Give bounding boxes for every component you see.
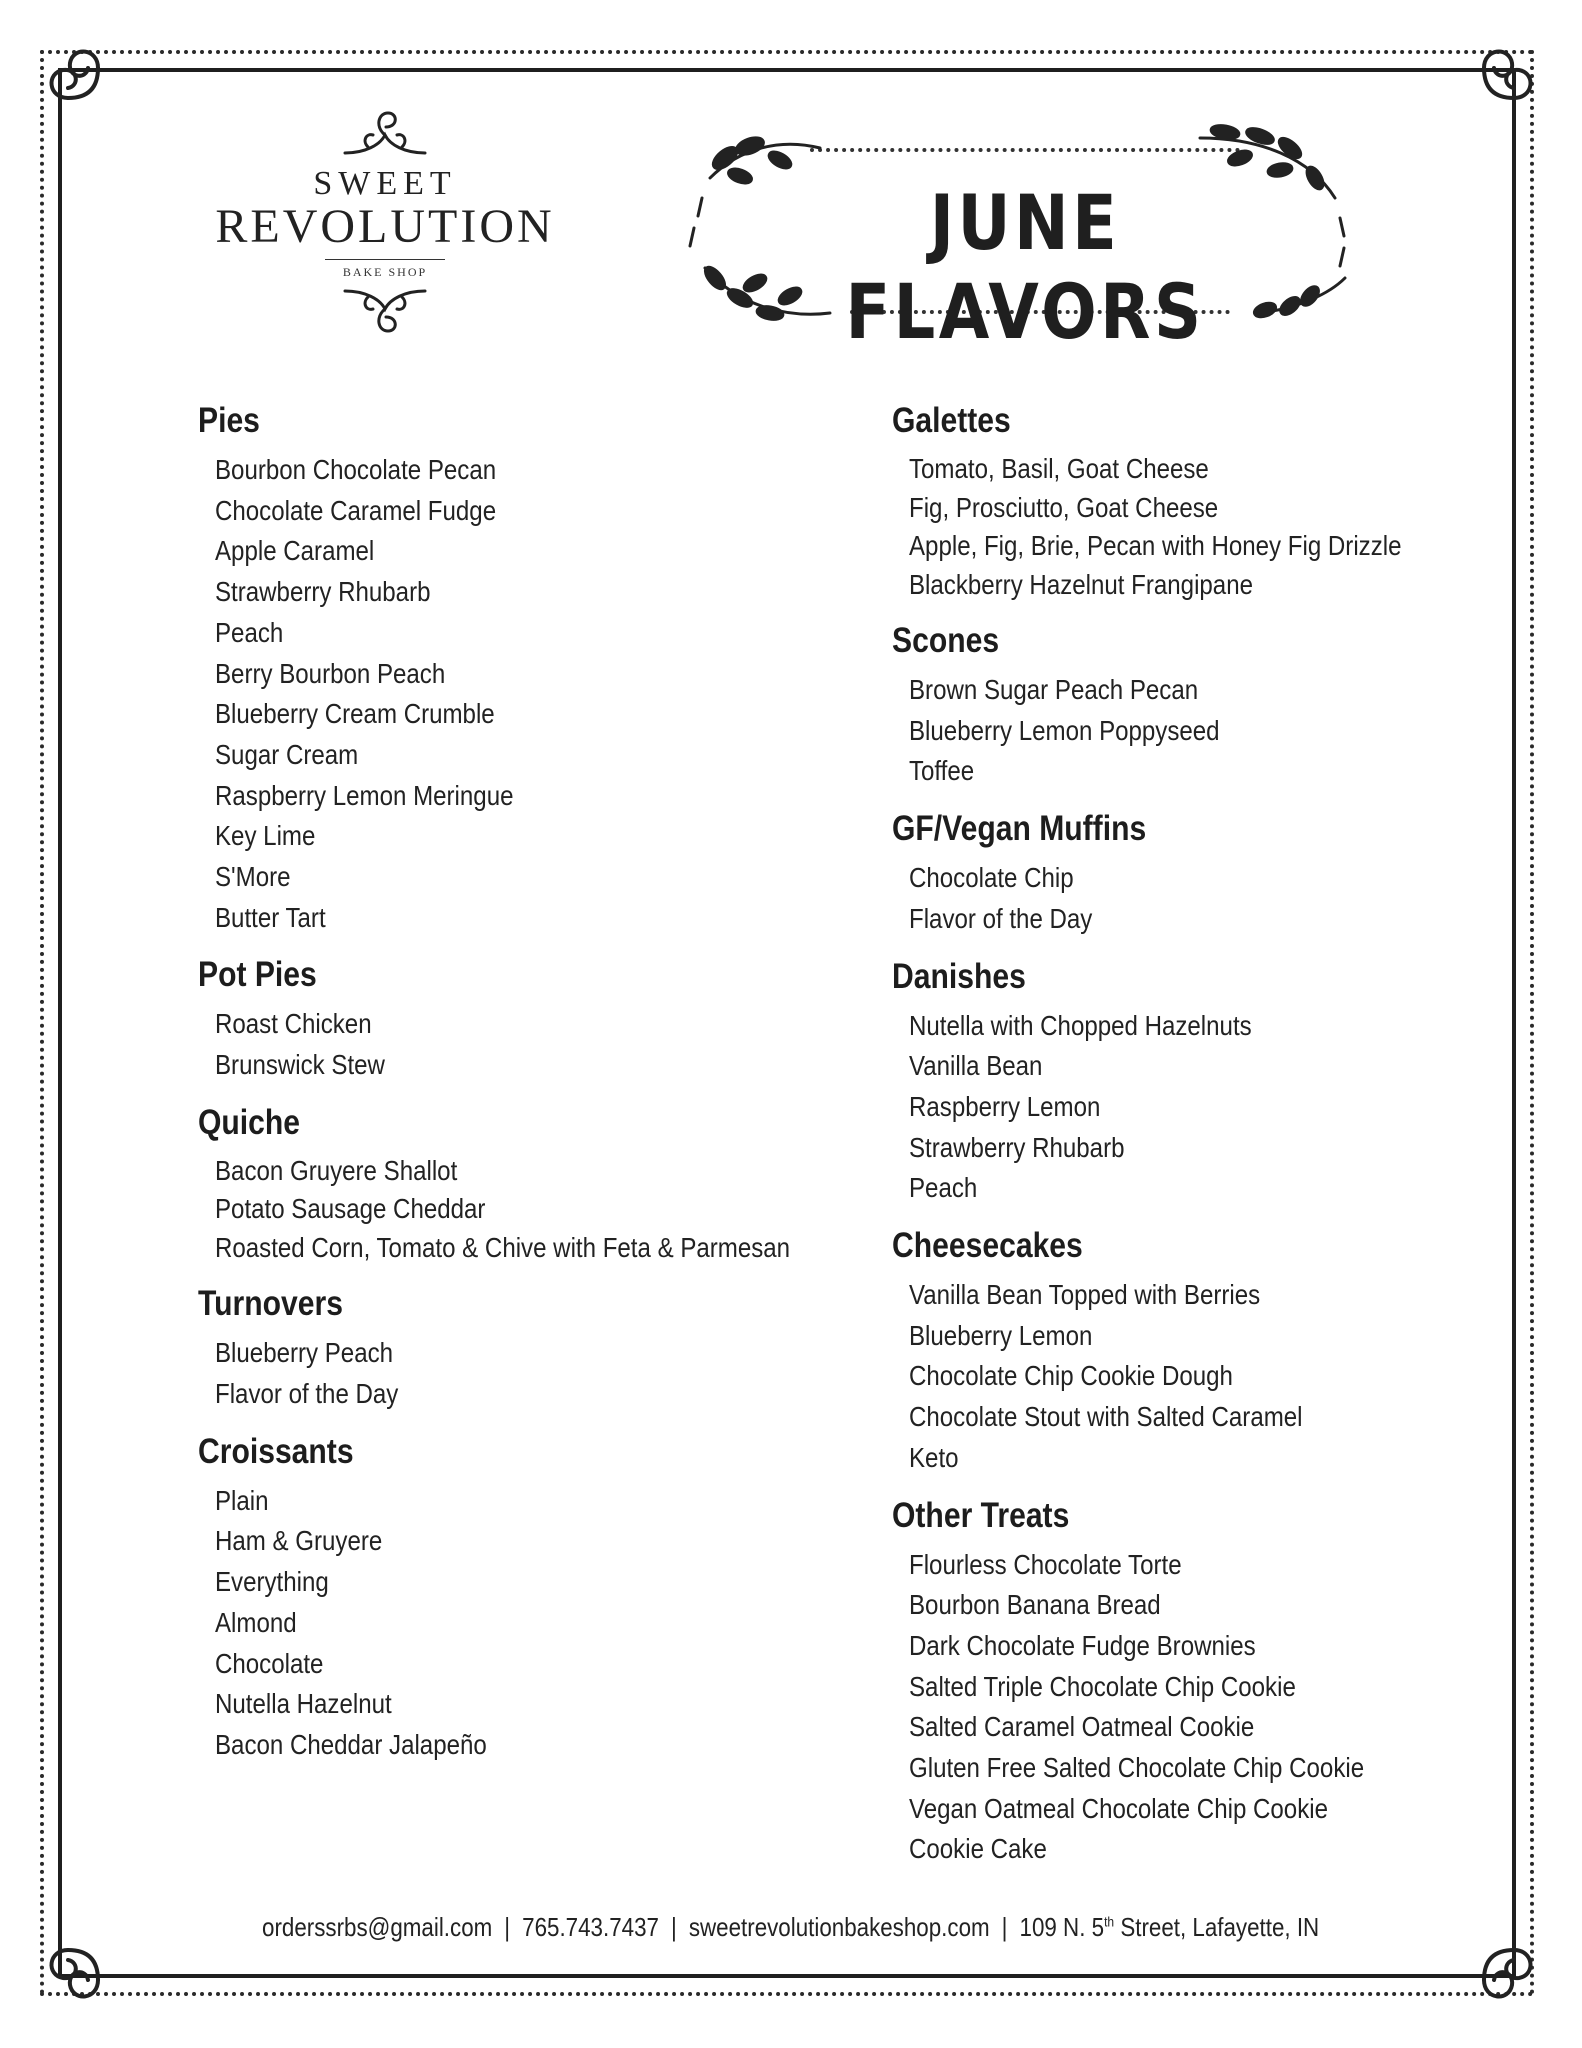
footer-separator: | [671,1912,678,1942]
menu-item: Salted Caramel Oatmeal Cookie [909,1711,1255,1743]
footer-separator: | [504,1912,511,1942]
menu-item: Blueberry Lemon [909,1319,1093,1351]
menu-section-gf-vegan-muffins [892,806,1492,939]
logo-flourish-bottom-icon [340,281,430,335]
section-heading: Cheesecakes [892,1226,1083,1266]
menu-item: Flavor of the Day [909,902,1093,934]
menu-item: Key Lime [215,820,316,852]
menu-item: Bourbon Banana Bread [909,1589,1161,1621]
footer-email: orderssrbs@gmail.com [262,1912,493,1942]
footer-address-end: Street, Lafayette, IN [1114,1912,1320,1942]
menu-item: Ham & Gruyere [215,1525,383,1557]
menu-section-pot-pies [198,952,858,1085]
menu-item: Raspberry Lemon Meringue [215,779,514,811]
section-heading: Croissants [198,1431,354,1471]
page-title: JUNE FLAVORS [845,178,1205,356]
brand-line-3: BAKE SHOP [325,259,445,280]
menu-item: Vanilla Bean Topped with Berries [909,1279,1261,1311]
menu-item: Sugar Cream [215,738,359,770]
menu-item: Bourbon Chocolate Pecan [215,454,497,485]
menu-item: Vegan Oatmeal Chocolate Chip Cookie [909,1792,1328,1824]
menu-item: Chocolate Stout with Salted Caramel [909,1401,1303,1433]
brand-logo [195,105,575,335]
menu-section-cheesecakes [892,1223,1492,1479]
footer-website: sweetrevolutionbakeshop.com [689,1912,991,1942]
menu-item: Vanilla Bean [909,1050,1043,1082]
footer-address [1020,1912,1320,1942]
menu-item: Nutella with Chopped Hazelnuts [909,1009,1252,1041]
menu-item: Peach [909,1172,978,1204]
menu-item: Strawberry Rhubarb [215,576,431,608]
section-heading: GF/Vegan Muffins [892,809,1147,849]
menu-item: Strawberry Rhubarb [909,1131,1125,1163]
menu-item: Brunswick Stew [215,1049,385,1081]
section-heading: Pies [198,401,260,440]
menu-item: Roasted Corn, Tomato & Chive with Feta & Parmesan [215,1231,791,1263]
menu-section-pies [198,398,858,938]
menu-item: Bacon Gruyere Shallot [215,1154,458,1186]
section-heading: Galettes [892,401,1011,440]
menu-item: Berry Bourbon Peach [215,657,446,689]
menu-item: Blueberry Cream Crumble [215,698,495,730]
menu-item: Roast Chicken [215,1008,372,1040]
menu-item: Keto [909,1441,959,1473]
logo-flourish-top-icon [340,105,430,163]
menu-item: Blueberry Peach [215,1337,394,1369]
section-heading: Other Treats [892,1495,1070,1535]
menu-item: Plain [215,1484,269,1516]
menu-item: Butter Tart [215,901,326,933]
menu-item: Tomato, Basil, Goat Cheese [909,453,1209,484]
corner-flourish-icon [1434,38,1544,148]
menu-item: Bacon Cheddar Jalapeño [215,1728,487,1760]
title-banner [680,118,1360,356]
menu-column-left [198,398,858,1780]
brand-line-2: REVOLUTION [215,200,555,253]
menu-item: Apple Caramel [215,535,375,567]
menu-item: Peach [215,616,284,648]
menu-item: Everything [215,1566,329,1598]
menu-item: Gluten Free Salted Chocolate Chip Cookie [909,1752,1365,1784]
section-heading: Pot Pies [198,955,317,995]
menu-item: Chocolate [215,1647,324,1679]
menu-section-other-treats [892,1493,1492,1871]
section-heading: Quiche [198,1102,301,1142]
menu-section-scones [892,618,1492,792]
menu-item: Almond [215,1606,297,1638]
menu-item: Cookie Cake [909,1833,1047,1865]
menu-section-turnovers [198,1281,858,1414]
footer-address-superscript: th [1104,1913,1115,1930]
section-heading: Danishes [892,956,1026,996]
footer-separator: | [1002,1912,1008,1942]
menu-item: Potato Sausage Cheddar [215,1193,486,1225]
menu-item: Nutella Hazelnut [215,1688,392,1720]
menu-item: Blackberry Hazelnut Frangipane [909,568,1253,600]
contact-footer [0,1912,1582,1943]
menu-item: Brown Sugar Peach Pecan [909,674,1199,705]
footer-phone: 765.743.7437 [522,1912,660,1942]
menu-item: Blueberry Lemon Poppyseed [909,714,1220,746]
menu-item: Salted Triple Chocolate Chip Cookie [909,1670,1296,1702]
section-heading: Turnovers [198,1284,343,1324]
menu-item: S'More [215,861,291,893]
footer-address-start: 109 N. 5 [1019,1912,1105,1942]
menu-item: Flavor of the Day [215,1378,399,1410]
menu-section-danishes [892,954,1492,1210]
menu-item: Flourless Chocolate Torte [909,1548,1182,1580]
menu-column-right [892,398,1492,1884]
menu-item: Fig, Prosciutto, Goat Cheese [909,491,1219,523]
menu-section-quiche [198,1100,858,1268]
section-heading: Scones [892,621,1000,660]
corner-flourish-icon [38,38,148,148]
menu-section-galettes [892,398,1492,604]
menu-item: Raspberry Lemon [909,1090,1101,1122]
menu-item: Apple, Fig, Brie, Pecan with Honey Fig Drizzle [909,530,1402,561]
menu-section-croissants [198,1429,858,1766]
menu-item: Chocolate Caramel Fudge [215,494,497,526]
menu-item: Chocolate Chip [909,862,1074,894]
menu-item: Toffee [909,755,975,787]
brand-line-1: SWEET [313,165,457,202]
menu-item: Chocolate Chip Cookie Dough [909,1360,1233,1392]
menu-item: Dark Chocolate Fudge Brownies [909,1629,1256,1661]
